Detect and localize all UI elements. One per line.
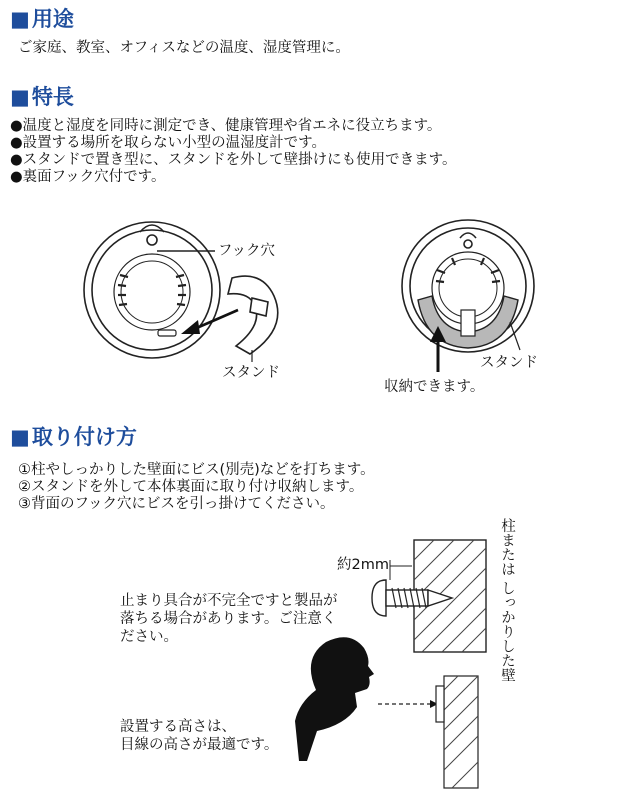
mounting-step: ②スタンドを外して本体裏面に取り付け収納します。 [18,479,364,495]
caution-line: ださい。 [120,629,178,645]
wall-hatched-2 [436,676,478,788]
usage-text: ご家庭、教室、オフィスなどの温度、湿度管理に。 [18,40,350,56]
stand-label-left: スタンド [222,365,280,381]
mounting-step: ③背面のフック穴にビスを引っ掛けてください。 [18,496,335,512]
person-silhouette [295,637,374,761]
caution-line: 止まり具合が不完全ですと製品が [120,593,338,609]
feature-item: ●温度と湿度を同時に測定でき、健康管理や省エネに役立ちます。 [10,118,442,134]
heading-square-icon: ■ [10,425,30,449]
wall-label: 柱または しっかりした壁 [499,518,515,683]
feature-item: ●設置する場所を取らない小型の温湿度計です。 [10,135,326,151]
height-note-line: 設置する高さは、 [120,719,236,735]
storage-label: 収納できます。 [384,379,485,395]
heading-square-icon: ■ [10,85,30,109]
heading-square-icon: ■ [10,7,30,31]
mounting-step: ①柱やしっかりした壁面にビス(別売)などを打ちます。 [18,462,375,478]
stand-left [228,276,278,354]
height-note-line: 目線の高さが最適です。 [120,737,279,753]
usage-heading-text: 用途 [31,7,74,31]
caution-line: 落ちる場合があります。ご注意く [120,611,337,627]
device-back-left [84,222,220,358]
feature-item: ●裏面フック穴付です。 [10,169,166,185]
mounting-heading [10,424,137,450]
gap-label: 約2mm [337,557,389,573]
features-heading-text: 特長 [31,85,74,109]
stand-label-right: スタンド [480,355,538,371]
mounting-heading-text: 取り付け方 [31,425,137,449]
hook-hole-label: フック穴 [218,243,275,259]
feature-item: ●スタンドで置き型に、スタンドを外して壁掛けにも使用できます。 [10,152,457,168]
